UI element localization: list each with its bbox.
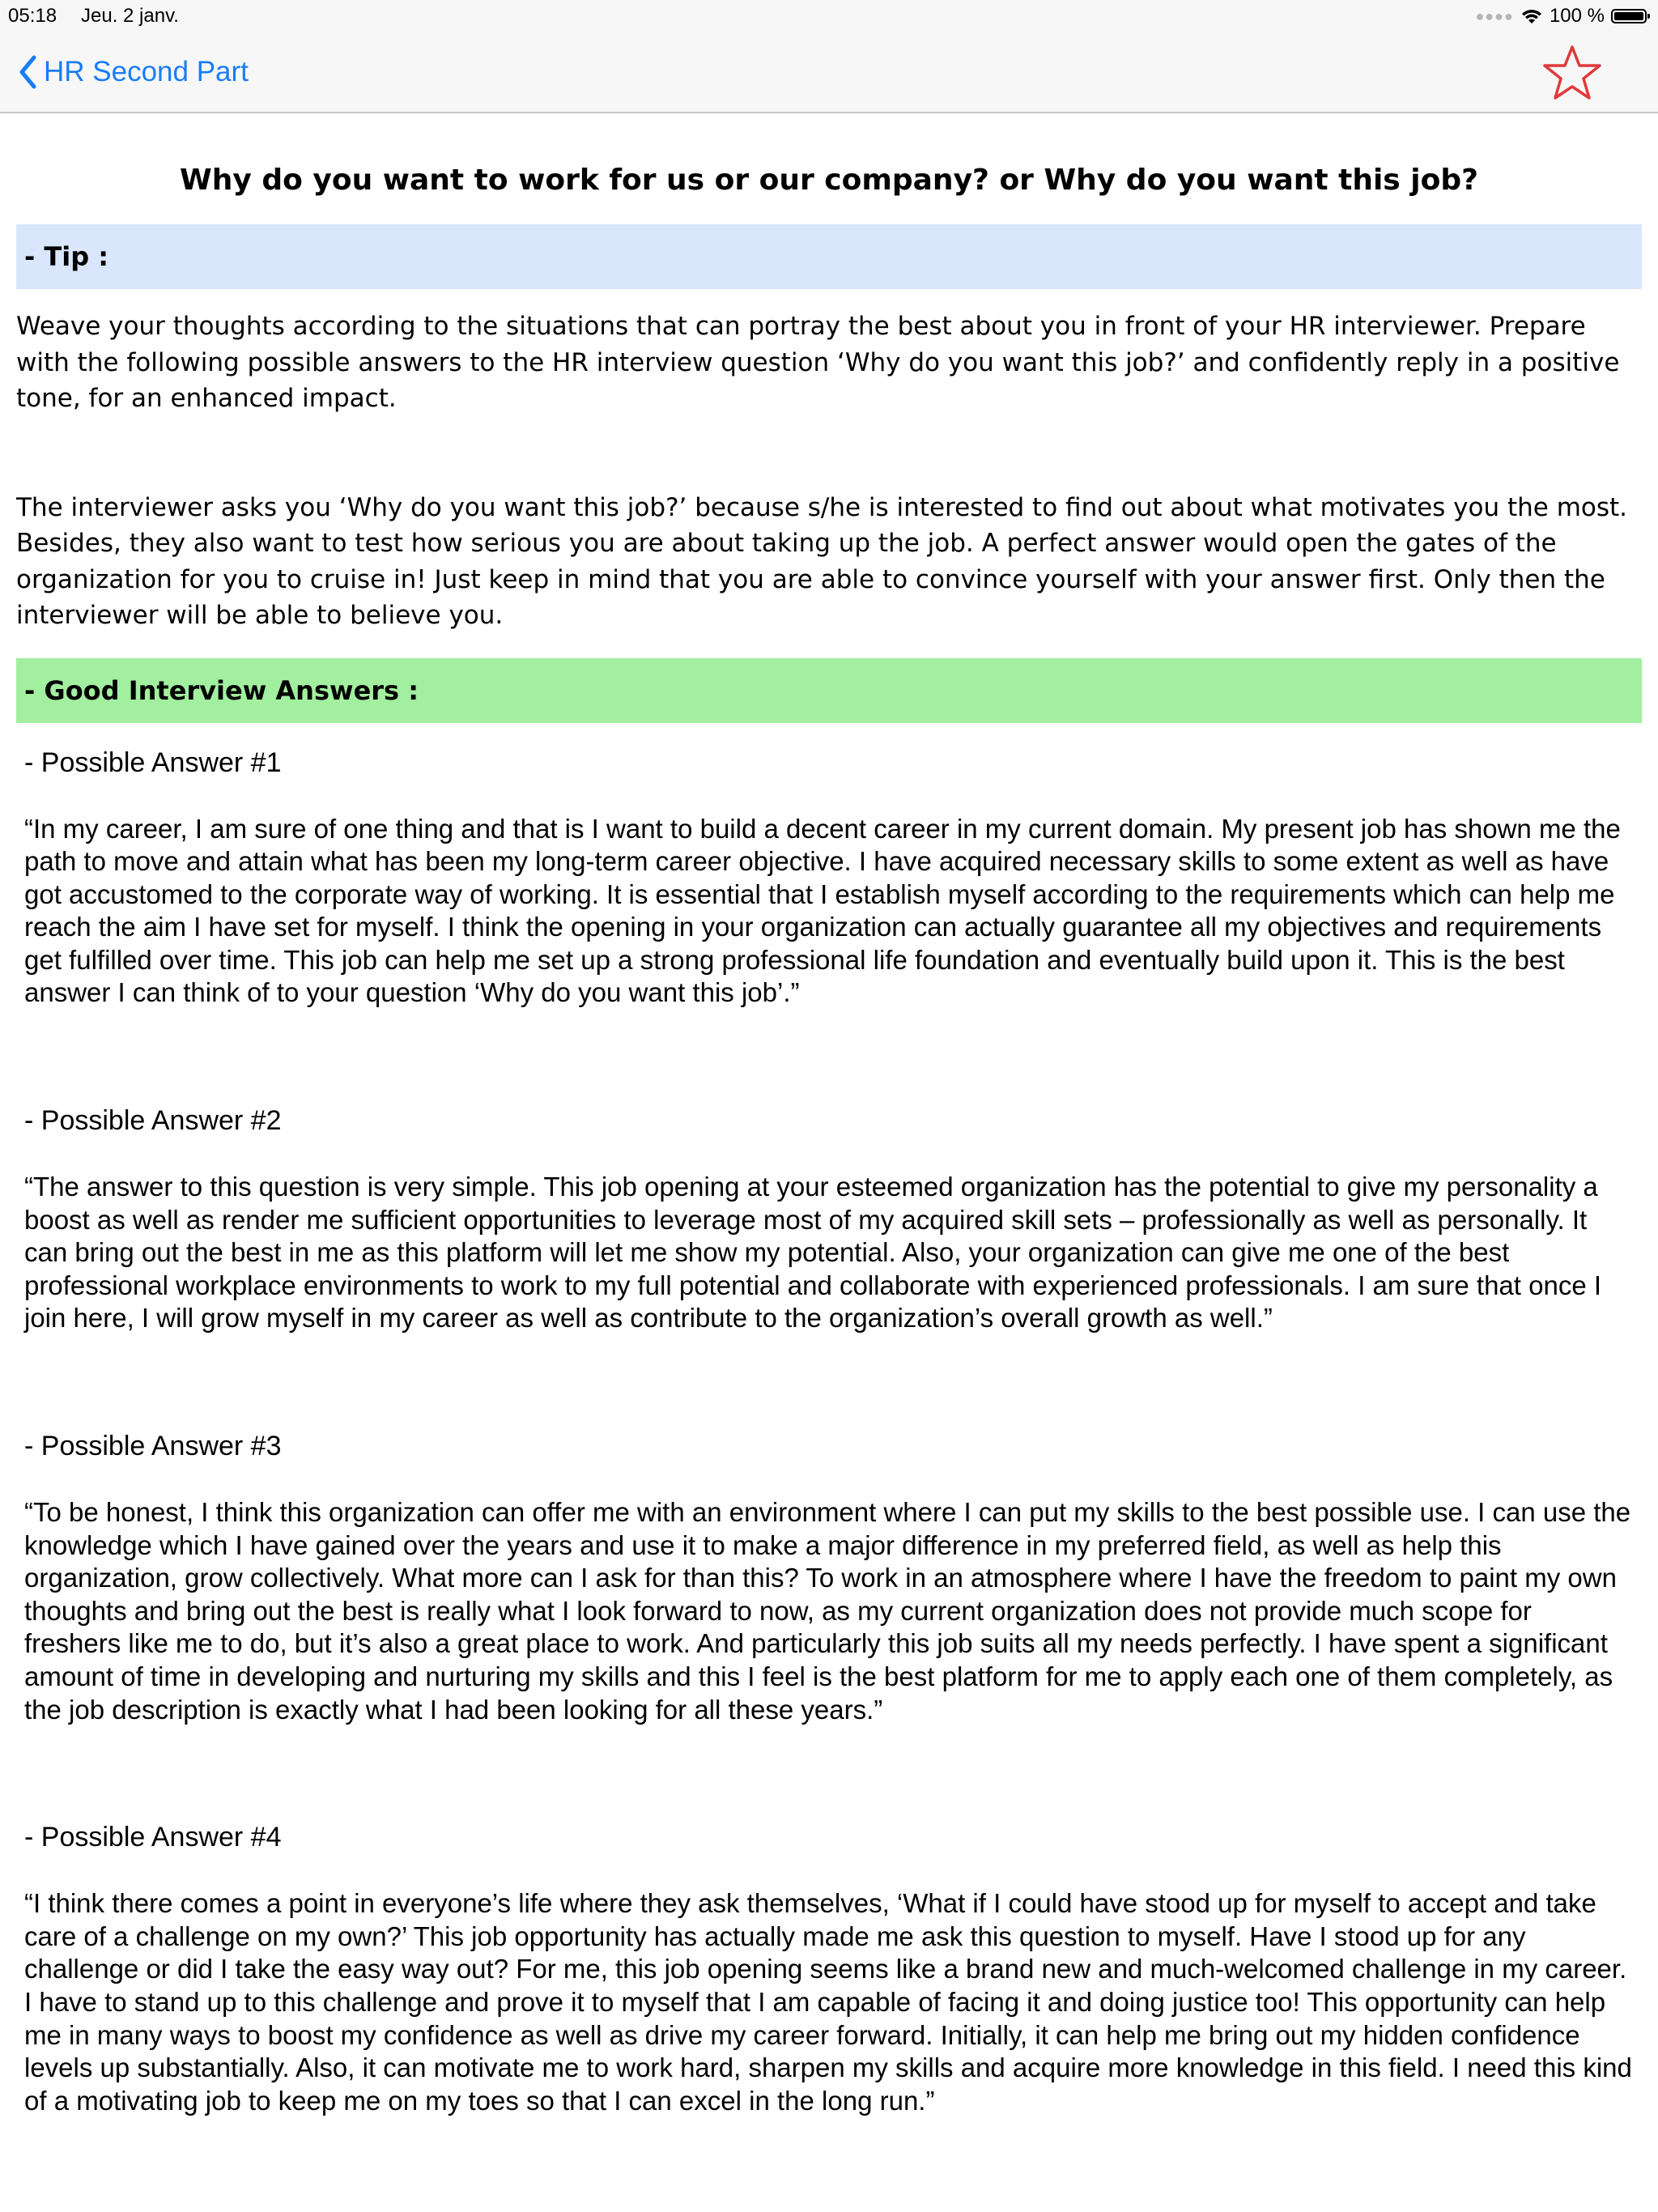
answer-label: - Possible Answer #1 <box>24 747 282 778</box>
chevron-left-icon <box>18 54 37 90</box>
tip-section-header: - Tip : <box>16 224 1642 289</box>
star-icon <box>1543 44 1601 102</box>
answers-section-header: - Good Interview Answers : <box>16 658 1642 723</box>
back-button[interactable] <box>18 50 249 94</box>
wifi-icon <box>1520 7 1543 25</box>
answer-text: “To be honest, I think this organization can offer me with an environment where I can put my skills to the best possible use. I can use the knowledge which I have gained over the years and use it to make a major difference in my preferred field, as well as help this organization, grow collectively. What more can I ask for than this? To work in an atmosphere where I have the freedom to paint my own thoughts and bring out the best is really what I look forward to now, as my current organization does not provide much scope for freshers like me to do, but it’s also a great place to work. And particularly this job suits all my needs perfectly. I have spent a significant amount of time in developing and nurturing my skills and this I feel is the best platform for me to apply each one of them completely, as the job description is exactly what I had been looking for all these years.” <box>24 1497 1631 1725</box>
cellular-signal-icon: ●●●● <box>1475 7 1514 24</box>
article-content <box>16 113 1642 2117</box>
answer-label: - Possible Answer #2 <box>24 1105 282 1137</box>
answer-text: “The answer to this question is very simple. This job opening at your esteemed organization has the potential to give my personality a boost as well as render me sufficient opportunities to leverage most of my acquired skill sets – professionally as well as personally. It can bring out the best in me as this platform will let me show my potential. Also, your organization can give me one of the best professional workplace environments to work to my full potential and collaborate with experienced professionals. I am sure that once I join here, I will grow myself in my career as well as contribute to the organization’s overall growth as well.” <box>24 1172 1602 1334</box>
status-time: 05:18 <box>8 5 57 27</box>
status-indicators <box>1475 5 1647 28</box>
intro-paragraph: The interviewer asks you ‘Why do you want this job?’ because s/he is interested to find out about what motivates you the most. Besides, they also want to test how serious you are about taking up the job. A perfect answer would open the gates of the organization for you to cruise in! Just keep in mind that you are able to convince yourself with your answer first. Only then the interviewer will be able to believe you. <box>16 492 1628 630</box>
navigation-bar <box>0 32 1658 113</box>
battery-percentage: 100 % <box>1549 5 1605 27</box>
back-button-label: HR Second Part <box>44 56 249 87</box>
answer-label: - Possible Answer #4 <box>24 1822 282 1853</box>
tip-paragraph: Weave your thoughts according to the situations that can portray the best about you in front of your HR interviewer. Prepare with the following possible answers to the HR interview question ‘Why do you want this job?’ and confidently reply in a positive tone, for an enhanced impact. <box>16 312 1620 413</box>
answer-text: “In my career, I am sure of one thing and that is I want to build a decent career in my current domain. My present job has shown me the path to move and attain what has been my long-term career objective. I have acquired necessary skills to some extent as well as have got accustomed to the corporate way of working. It is essential that I establish myself according to the requirements which can help me reach the aim I have set for myself. I think the opening in your organization can actually guarantee all my objectives and requirements get fulfilled over time. This job can help me set up a strong professional life foundation and eventually build upon it. This is the best answer I can think of to your question ‘Why do you want this job’.” <box>24 813 1621 1008</box>
answer-text: “I think there comes a point in everyone’s life where they ask themselves, ‘What if I could have stood up for myself to accept and take care of a challenge on my own?’ This job opportunity has actually made me ask this question to myself. Have I stood up for any challenge or did I take the easy way out? For me, this job opening seems like a brand new and much-welcomed challenge in my career. I have to stand up to this challenge and prove it to myself that I am capable of facing it and doing justice too! This opportunity can help me in many ways to boost my confidence as well as drive my career forward. Initially, it can help me bring out my hidden confidence levels up substantially. Also, it can motivate me to work hard, sharpen my skills and acquire more knowledge in this field. I need this kind of a motivating job to keep me on my toes so that I can excel in the long run.” <box>24 1888 1632 2116</box>
page-title: Why do you want to work for us or our company? or Why do you want this job? <box>180 164 1478 197</box>
answer-label: - Possible Answer #3 <box>24 1431 282 1462</box>
favorite-button[interactable] <box>1543 44 1601 102</box>
status-bar <box>0 0 1658 32</box>
status-date: Jeu. 2 janv. <box>81 5 179 27</box>
battery-icon <box>1611 9 1647 23</box>
